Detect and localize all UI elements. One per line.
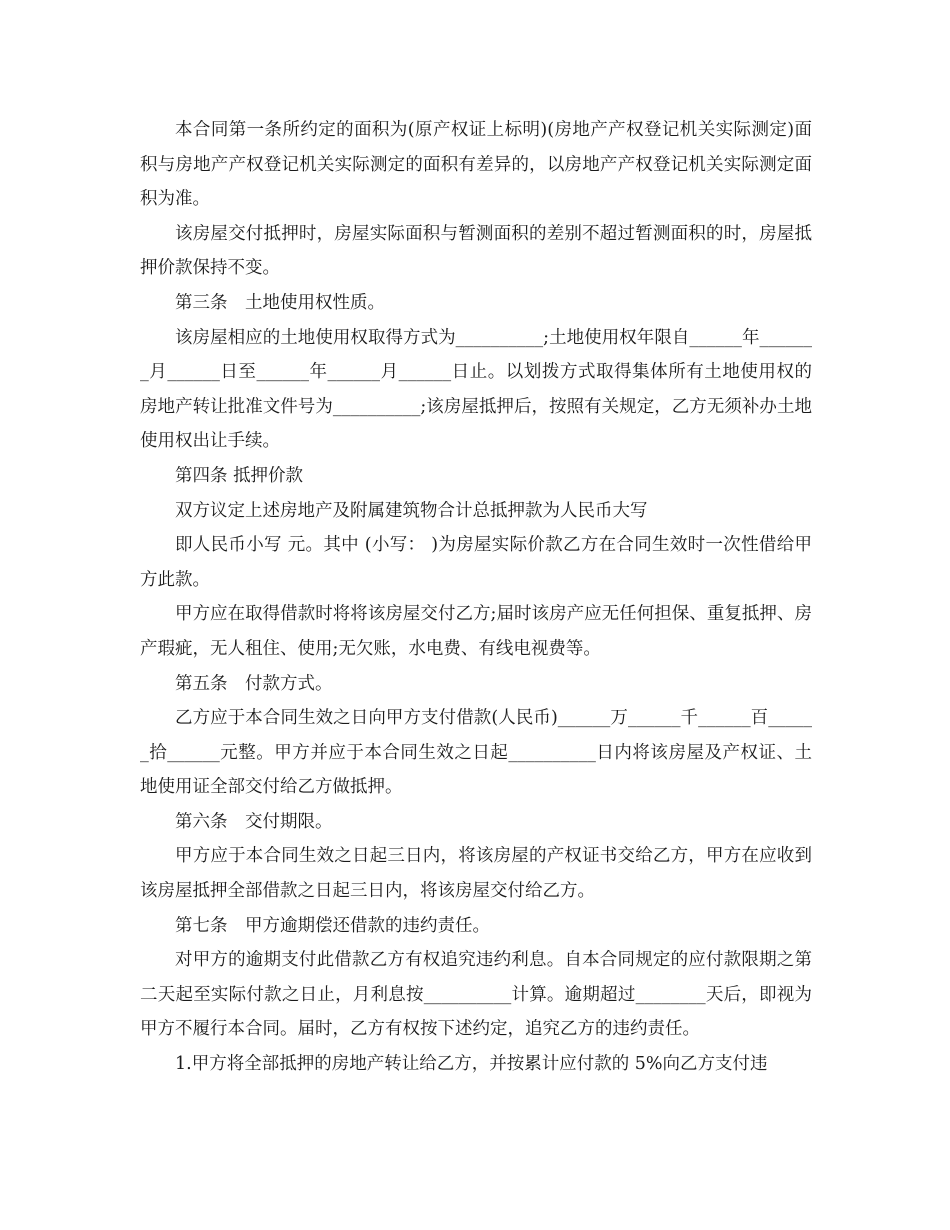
paragraph-penalty-clause-1: 1.甲方将全部抵押的房地产转让给乙方，并按累计应付款的 5%向乙方支付违 [175, 1054, 768, 1075]
article-7-heading: 第七条 甲方逾期偿还借款的违约责任。 [175, 915, 490, 936]
paragraph-land-use-right: 该房屋相应的土地使用权取得方式为__________;土地使用权年限自______年_______月______日至______年______月______日止。以划拨方式取得集体所有土地使用权的房地产转让批准文件号为__________;该房屋抵押后，按照有关规定，乙方无须补办土地使用权出让手续。 [140, 327, 812, 452]
paragraph-total-mortgage-amount: 双方议定上述房地产及附属建筑物合计总抵押款为人民币大写 [175, 500, 648, 521]
paragraph-amount-in-figures: 即人民币小写 元。其中 (小写： )为房屋实际价款乙方在合同生效时一次性借给甲方此款。 [140, 535, 812, 590]
paragraph-payment-method: 乙方应于本合同生效之日向甲方支付借款(人民币)______万______千______百______拾______元整。甲方并应于本合同生效之日起__________日内将该房屋及产权证、土地使用证全部交付给乙方做抵押。 [140, 708, 812, 798]
paragraph-delivery-conditions: 甲方应在取得借款时将将该房屋交付乙方;届时该房产应无任何担保、重复抵押、房产瑕疵，无人租住、使用;无欠账，水电费、有线电视费等。 [140, 604, 812, 659]
article-4-heading: 第四条 抵押价款 [175, 465, 304, 486]
paragraph-area-tolerance: 该房屋交付抵押时，房屋实际面积与暂测面积的差别不超过暂测面积的时，房屋抵押价款保持不变。 [140, 223, 812, 279]
paragraph-delivery-period: 甲方应于本合同生效之日起三日内，将该房屋的产权证书交给乙方，甲方在应收到该房屋抵押全部借款之日起三日内，将该房屋交付给乙方。 [140, 846, 812, 902]
document-body [140, 113, 812, 1082]
article-6-heading: 第六条 交付期限。 [175, 811, 333, 832]
paragraph-late-repayment: 对甲方的逾期支付此借款乙方有权追究违约利息。自本合同规定的应付款限期之第二天起至实际付款之日止，月利息按__________计算。逾期超过________天后，即视为甲方不履行本合同。届时，乙方有权按下述约定，追究乙方的违约责任。 [140, 950, 812, 1040]
article-3-heading: 第三条 土地使用权性质。 [175, 292, 385, 313]
paragraph-area-discrepancy: 本合同第一条所约定的面积为(原产权证上标明)(房地产产权登记机关实际测定)面积与房地产产权登记机关实际测定的面积有差异的，以房地产产权登记机关实际测定面积为准。 [140, 120, 812, 210]
article-5-heading: 第五条 付款方式。 [175, 673, 333, 694]
